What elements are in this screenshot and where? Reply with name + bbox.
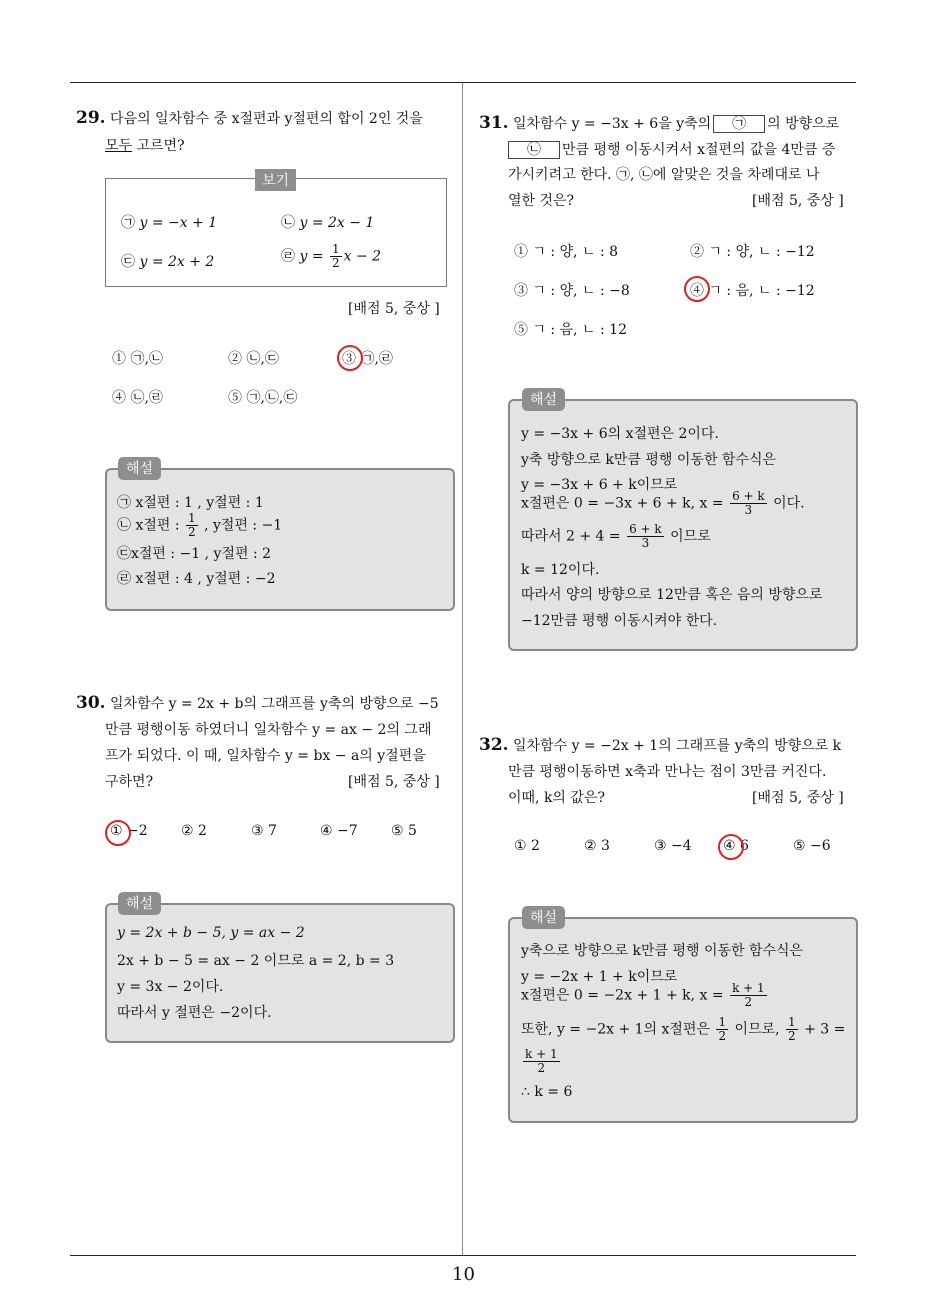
q31-score: [배점 5, 중상 ] [752, 193, 844, 209]
q32-sol-1: y축으로 방향으로 k만큼 평행 이동한 함수식은 [521, 943, 804, 959]
q31-line1: 31. 일차함수 y = −3x + 6을 y축의 ㉠ 의 방향으로 [479, 113, 840, 133]
q31-answer-mark [684, 276, 710, 302]
q29-bogi-label: 보기 [255, 169, 296, 191]
q30-sol-2: 2x + b − 5 = ax − 2 이므로 a = 2, b = 3 [117, 953, 395, 969]
q29-bogi-2: ㉡ y = 2x − 1 [281, 215, 375, 231]
q30-line4: 구하면? [105, 774, 154, 790]
q31-sol-6: k = 12이다. [521, 562, 600, 578]
q29-sol-3: ㉢x절편 : −1 , y절편 : 2 [117, 546, 272, 562]
q32-choice-4[interactable]: ④ 6 [723, 838, 749, 854]
q29-bogi-3: ㉢ y = 2x + 2 [121, 254, 215, 270]
q31-blank-1: ㉠ [713, 115, 765, 133]
q30-choice-3[interactable]: ③ 7 [251, 823, 277, 839]
column-divider [462, 83, 463, 1255]
q32-answer-mark [718, 834, 744, 860]
q31-number: 31. [479, 113, 509, 133]
q29-bogi-4: ㉣ y = $\frac{1}{2}$ x − 2 [281, 242, 382, 270]
q32-score: [배점 5, 중상 ] [752, 790, 844, 806]
q29-answer-mark [337, 345, 363, 371]
q30-sol-4: 따라서 y 절편은 −2이다. [117, 1005, 272, 1021]
q31-sol-7: 따라서 양의 방향으로 12만큼 혹은 음의 방향으로 [521, 587, 823, 603]
q30-sol-1: y = 2x + b − 5, y = ax − 2 [117, 925, 305, 941]
q32-solution-tag: 해설 [522, 906, 565, 929]
q32-line1: 32. 일차함수 y = −2x + 1의 그래프를 y축의 방향으로 k [479, 735, 842, 755]
q29-choice-2[interactable]: ② ㉡,㉢ [228, 351, 279, 367]
q29-solution-box [105, 468, 455, 611]
q29-line1: 다음의 일차함수 중 x절편과 y절편의 합이 2인 것을 [110, 111, 423, 127]
q30-choice-1[interactable]: ① −2 [110, 823, 148, 839]
q31-sol-2: y축 방향으로 k만큼 평행 이동한 함수식은 [521, 452, 777, 468]
q30-line1: 30. 일차함수 y = 2x + b의 그래프를 y축의 방향으로 −5 [76, 693, 439, 713]
q31-line4: 열한 것은? [508, 193, 575, 209]
q30-score: [배점 5, 중상 ] [348, 774, 440, 790]
q32-sol-5: $\frac{k + 1}{2}$ [525, 1047, 558, 1075]
q31-line3: 가시키려고 한다. ㉠, ㉡에 알맞은 것을 차례대로 나 [508, 167, 820, 183]
q30-solution-box [105, 903, 455, 1043]
q31-choice-5[interactable]: ⑤ ㄱ : 음, ㄴ : 12 [514, 322, 627, 338]
q31-choice-2[interactable]: ② ㄱ : 양, ㄴ : −12 [690, 244, 815, 260]
q31-line2: ㉡ 만큼 평행 이동시켜서 x절편의 값을 4만큼 증 [506, 139, 835, 159]
q31-sol-1: y = −3x + 6의 x절편은 2이다. [521, 426, 719, 442]
bottom-rule [70, 1255, 856, 1256]
q30-choice-4[interactable]: ④ −7 [320, 823, 358, 839]
q29-bogi-1: ㉠ y = −x + 1 [121, 215, 218, 231]
q30-number: 30. [76, 693, 106, 713]
q29-score: [배점 5, 중상 ] [348, 301, 440, 317]
top-rule [70, 82, 856, 83]
q29-sol-4: ㉣ x절편 : 4 , y절편 : −2 [117, 571, 276, 587]
q29-choice-1[interactable]: ① ㉠,㉡ [112, 351, 163, 367]
q32-choice-3[interactable]: ③ −4 [654, 838, 692, 854]
q32-sol-2: y = −2x + 1 + k이므로 [521, 969, 678, 985]
q31-sol-3: y = −3x + 6 + k이므로 [521, 477, 678, 493]
q31-sol-5: 따라서 2 + 4 = $\frac{6 + k}{3}$ 이므로 [521, 522, 711, 550]
q31-solution-tag: 해설 [522, 388, 565, 411]
q29-text [76, 108, 423, 128]
q30-answer-mark [105, 820, 131, 846]
q32-choice-1[interactable]: ① 2 [514, 838, 540, 854]
q30-solution-tag: 해설 [118, 892, 161, 915]
q31-choice-1[interactable]: ① ㄱ : 양, ㄴ : 8 [514, 244, 619, 260]
q30-sol-3: y = 3x − 2이다. [117, 979, 224, 995]
q31-choice-4[interactable]: ④ ㄱ : 음, ㄴ : −12 [690, 283, 815, 299]
q32-sol-4: 또한, y = −2x + 1의 x절편은 $\frac{1}{2}$ 이므로, $\frac{1}{2}$ + 3 = [521, 1015, 846, 1043]
q32-choice-2[interactable]: ② 3 [584, 838, 610, 854]
page-number: 10 [452, 1264, 475, 1285]
q30-line3: 프가 되었다. 이 때, 일차함수 y = bx − a의 y절편을 [105, 748, 426, 764]
q30-choice-2[interactable]: ② 2 [181, 823, 207, 839]
q32-line3: 이때, k의 값은? [508, 790, 605, 806]
q29-choice-5[interactable]: ⑤ ㉠,㉡,㉢ [228, 390, 298, 406]
q29-line2: 모두 고르면? [105, 138, 185, 154]
q32-number: 32. [479, 735, 509, 755]
q32-sol-3: x절편은 0 = −2x + 1 + k, x = $\frac{k + 1}{2}$ [521, 981, 765, 1009]
q31-blank-2: ㉡ [508, 141, 560, 159]
q30-line2: 만큼 평행이동 하였더니 일차함수 y = ax − 2의 그래 [105, 722, 432, 738]
q31-choice-3[interactable]: ③ ㄱ : 양, ㄴ : −8 [514, 283, 630, 299]
q29-solution-tag: 해설 [118, 457, 161, 480]
q32-choice-5[interactable]: ⑤ −6 [793, 838, 831, 854]
q31-sol-8: −12만큼 평행 이동시켜야 한다. [521, 613, 718, 629]
q29-sol-1: ㉠ x절편 : 1 , y절편 : 1 [117, 495, 264, 511]
q31-sol-4: x절편은 0 = −3x + 6 + k, x = $\frac{6 + k}{3}$ 이다. [521, 489, 805, 517]
q32-sol-6: ∴ k = 6 [521, 1084, 573, 1100]
q29-number: 29. [76, 108, 106, 128]
q29-sol-2: ㉡ x절편 : $\frac{1}{2}$ , y절편 : −1 [117, 511, 283, 539]
q32-line2: 만큼 평행이동하면 x축과 만나는 점이 3만큼 커진다. [508, 764, 827, 780]
q30-choice-5[interactable]: ⑤ 5 [391, 823, 417, 839]
q29-choice-4[interactable]: ④ ㉡,㉣ [112, 390, 163, 406]
q29-choice-3[interactable]: ③ ㉠,㉣ [342, 351, 393, 367]
